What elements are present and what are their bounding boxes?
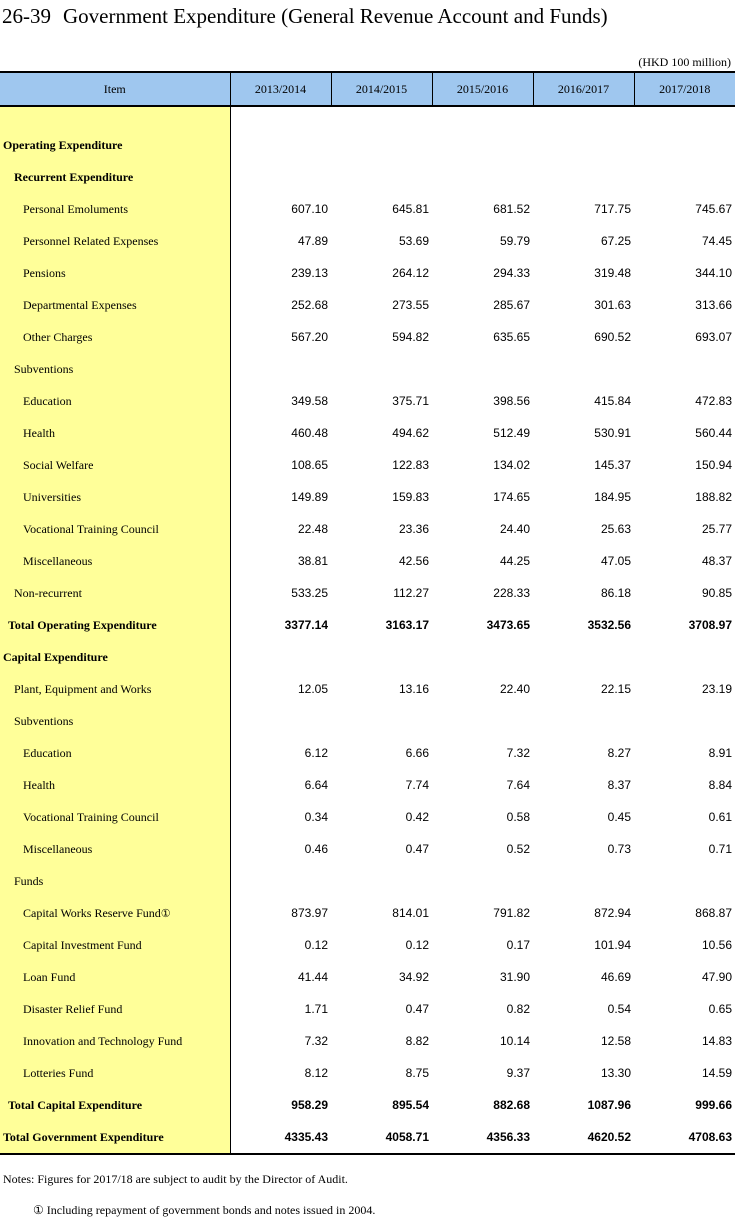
row-label-text: Subventions [14,713,74,728]
table-row [0,193,735,225]
value-cell: 59.79 [499,234,530,248]
value-cell: 285.67 [493,298,530,312]
value-cell: 23.36 [398,522,429,536]
value-cell: 6.64 [304,778,328,792]
row-label [0,161,230,193]
value-cell [533,353,634,385]
table-row [0,641,735,673]
row-label-text: Departmental Expenses [23,297,137,312]
row-label-text: Vocational Training Council [23,809,159,824]
header-year: 2017/2018 [634,72,735,106]
value-cell: 46.69 [600,970,631,984]
table-row [0,1057,735,1089]
value-cell: 0.17 [506,938,530,952]
value-cell: 0.12 [405,938,429,952]
table-row [0,1089,735,1121]
expenditure-table [0,71,735,1155]
value-cell: 6.12 [304,746,328,760]
table-row [0,737,735,769]
value-cell: 31.90 [499,970,530,984]
row-label-text: Total Capital Expenditure [8,1097,143,1112]
value-cell [432,129,533,161]
value-cell: 14.59 [701,1066,732,1080]
value-cell: 48.37 [701,554,732,568]
value-cell: 8.27 [607,746,631,760]
value-cell [634,641,735,673]
value-cell [533,161,634,193]
row-label-text: Pensions [23,265,66,280]
value-cell: 122.83 [392,458,429,472]
row-label-text: Health [23,777,55,792]
table-row [0,961,735,993]
value-cell: 872.94 [594,906,631,920]
value-cell: 0.47 [405,1002,429,1016]
value-cell: 3708.97 [688,618,732,632]
row-label-text: Innovation and Technology Fund [23,1033,183,1048]
value-cell: 745.67 [695,202,732,216]
value-cell: 344.10 [695,266,732,280]
value-cell: 791.82 [493,906,530,920]
value-cell: 301.63 [594,298,631,312]
value-cell: 0.46 [304,842,328,856]
row-label-text: Total Government Expenditure [3,1129,164,1144]
value-cell: 252.68 [291,298,328,312]
row-label-text: Operating Expenditure [3,137,123,152]
value-cell: 512.49 [493,426,530,440]
value-cell: 0.71 [708,842,732,856]
row-label [0,705,230,737]
row-label [0,833,230,865]
value-cell: 681.52 [493,202,530,216]
table-row [0,321,735,353]
row-label [0,1057,230,1089]
value-cell: 4335.43 [230,1121,331,1154]
value-cell: 13.16 [398,682,429,696]
row-label [0,1089,230,1121]
value-cell: 717.75 [594,202,631,216]
row-label [0,225,230,257]
row-label-text: Disaster Relief Fund [23,1001,123,1016]
title-text: Government Expenditure (General Revenue Account and Funds) [63,4,608,28]
value-cell: 560.44 [695,426,732,440]
value-cell: 101.94 [594,938,631,952]
value-cell: 25.77 [701,522,732,536]
row-label [0,897,230,929]
header-year: 2016/2017 [533,72,634,106]
table-body [0,106,735,1154]
table-row [0,385,735,417]
value-cell: 188.82 [695,490,732,504]
value-cell: 53.69 [398,234,429,248]
value-cell: 319.48 [594,266,631,280]
row-label [0,737,230,769]
value-cell: 8.84 [708,778,732,792]
table-row [0,897,735,929]
value-cell [230,865,331,897]
value-cell [331,865,432,897]
value-cell: 4058.71 [331,1121,432,1154]
table-row [0,993,735,1025]
table-row [0,257,735,289]
value-cell: 22.15 [600,682,631,696]
table-row [0,481,735,513]
row-label-text: Education [23,393,72,408]
row-label-text: Non-recurrent [14,585,82,600]
value-cell: 159.83 [392,490,429,504]
value-cell [331,161,432,193]
value-cell: 0.34 [304,810,328,824]
value-cell: 895.54 [392,1098,429,1112]
value-cell: 264.12 [392,266,429,280]
value-cell: 635.65 [493,330,530,344]
row-label-text: Capital Expenditure [3,649,108,664]
value-cell: 0.54 [607,1002,631,1016]
value-cell: 0.82 [506,1002,530,1016]
value-cell [634,129,735,161]
table-row [0,161,735,193]
header-year: 2015/2016 [432,72,533,106]
value-cell: 44.25 [499,554,530,568]
row-label-text: Capital Investment Fund [23,937,142,952]
row-label [0,257,230,289]
row-label-text: Universities [23,489,81,504]
row-label [0,353,230,385]
row-label-text: Total Operating Expenditure [8,617,157,632]
row-label [0,385,230,417]
value-cell: 999.66 [695,1098,732,1112]
value-cell: 0.52 [506,842,530,856]
value-cell: 112.27 [393,586,429,600]
value-cell: 958.29 [291,1098,328,1112]
value-cell: 375.71 [392,394,429,408]
expenditure-table-wrap [0,71,735,1155]
value-cell: 645.81 [392,202,429,216]
value-cell: 25.63 [600,522,631,536]
spacer-cell [0,106,230,129]
value-cell: 34.92 [398,970,429,984]
value-cell: 67.25 [600,234,631,248]
value-cell: 239.13 [291,266,328,280]
value-cell: 22.48 [297,522,328,536]
header-item: Item [0,72,230,106]
value-cell: 41.44 [297,970,328,984]
row-label [0,769,230,801]
table-row [0,801,735,833]
table-row [0,1121,735,1154]
value-cell: 12.58 [600,1034,631,1048]
footnote-marker: ① [160,907,171,920]
row-label [0,609,230,641]
value-cell: 273.55 [392,298,429,312]
table-row [0,865,735,897]
value-cell [533,129,634,161]
row-label [0,1121,230,1154]
value-cell: 8.12 [304,1066,328,1080]
row-label [0,641,230,673]
value-cell [432,865,533,897]
row-label [0,449,230,481]
value-cell: 0.45 [607,810,631,824]
header-year: 2014/2015 [331,72,432,106]
value-cell: 150.94 [695,458,732,472]
value-cell: 0.65 [708,1002,732,1016]
value-cell: 7.32 [304,1034,328,1048]
value-cell [533,641,634,673]
table-row [0,449,735,481]
value-cell: 47.89 [297,234,328,248]
value-cell: 814.01 [392,906,429,920]
value-cell [230,129,331,161]
value-cell: 3377.14 [284,618,328,632]
value-cell: 7.74 [405,778,429,792]
value-cell: 24.40 [499,522,530,536]
table-row [0,1025,735,1057]
value-cell: 8.75 [405,1066,429,1080]
value-cell: 567.20 [291,330,328,344]
value-cell: 6.66 [405,746,429,760]
table-row [0,609,735,641]
value-cell [331,353,432,385]
value-cell: 7.32 [506,746,530,760]
row-label [0,129,230,161]
row-label-text: Education [23,745,72,760]
value-cell: 349.58 [291,394,328,408]
row-label-text: Plant, Equipment and Works [14,681,152,696]
value-cell: 145.37 [594,458,631,472]
table-row [0,129,735,161]
value-cell [533,865,634,897]
table-row [0,417,735,449]
value-cell: 4620.52 [533,1121,634,1154]
table-row [0,289,735,321]
value-cell: 530.91 [594,426,631,440]
row-label [0,577,230,609]
value-cell: 494.62 [392,426,429,440]
footnote-text: Including repayment of government bonds and notes issued in 2004. [43,1203,376,1217]
row-label-text: Personal Emoluments [23,201,128,216]
page-title [2,4,608,29]
table-row [0,545,735,577]
value-cell: 23.19 [701,682,732,696]
row-label-text: Miscellaneous [23,841,93,856]
row-label-text: Recurrent Expenditure [14,169,134,184]
value-cell [230,161,331,193]
row-label [0,929,230,961]
row-label-text: Personnel Related Expenses [23,233,159,248]
table-number: 26-39 [2,4,51,28]
value-cell: 3163.17 [385,618,429,632]
table-row [0,833,735,865]
value-cell [331,129,432,161]
value-cell: 134.02 [493,458,530,472]
value-cell [634,161,735,193]
value-cell: 184.95 [594,490,631,504]
row-label-text: Funds [14,873,44,888]
spacer-row [0,106,735,129]
value-cell [230,705,331,737]
value-cell: 108.65 [291,458,328,472]
value-cell: 460.48 [291,426,328,440]
value-cell [331,705,432,737]
row-label-text: Loan Fund [23,969,76,984]
value-cell: 0.73 [607,842,631,856]
value-cell: 86.18 [600,586,631,600]
row-label-text: Miscellaneous [23,553,93,568]
value-cell: 1.71 [304,1002,328,1016]
value-cell [230,353,331,385]
row-label-text: Social Welfare [23,457,94,472]
row-label [0,865,230,897]
value-cell: 4356.33 [432,1121,533,1154]
row-label-text: Other Charges [23,329,93,344]
value-cell: 149.89 [291,490,328,504]
notes: Notes: Figures for 2017/18 are subject to audit by the Director of Audit. [3,1172,348,1186]
header-row [0,72,735,106]
row-label [0,321,230,353]
value-cell: 607.10 [291,202,328,216]
value-cell [432,705,533,737]
row-label [0,513,230,545]
value-cell [331,641,432,673]
value-cell: 228.33 [493,586,530,600]
value-cell: 38.81 [297,554,328,568]
value-cell: 13.30 [600,1066,631,1080]
table-row [0,353,735,385]
value-cell: 10.14 [499,1034,530,1048]
value-cell: 693.07 [695,330,732,344]
footnote-marker: ① [33,1203,44,1217]
value-cell [230,641,331,673]
table-row [0,513,735,545]
unit-label: (HKD 100 million) [638,55,731,69]
table-row [0,705,735,737]
value-cell: 294.33 [493,266,530,280]
row-label-text: Subventions [14,361,74,376]
table-row [0,577,735,609]
value-cell: 90.85 [701,586,732,600]
value-cell: 415.84 [594,394,631,408]
value-cell: 7.64 [506,778,530,792]
row-label [0,545,230,577]
value-cell: 0.47 [405,842,429,856]
row-label [0,289,230,321]
row-label [0,993,230,1025]
value-cell: 8.82 [405,1034,429,1048]
value-cell: 398.56 [493,394,530,408]
value-cell [634,865,735,897]
table-row [0,929,735,961]
row-label [0,673,230,705]
value-cell: 0.58 [506,810,530,824]
row-label [0,1025,230,1057]
value-cell: 74.45 [701,234,732,248]
value-cell [634,353,735,385]
row-label-text: Vocational Training Council [23,521,159,536]
value-cell: 0.61 [708,810,732,824]
table-row [0,673,735,705]
row-label [0,961,230,993]
value-cell: 594.82 [392,330,429,344]
value-cell: 47.05 [600,554,631,568]
value-cell: 3532.56 [587,618,631,632]
row-label-text: Health [23,425,55,440]
value-cell: 22.40 [499,682,530,696]
value-cell: 690.52 [594,330,631,344]
value-cell: 8.91 [708,746,732,760]
value-cell: 4708.63 [634,1121,735,1154]
value-cell: 313.66 [695,298,732,312]
header-year: 2013/2014 [230,72,331,106]
table-row [0,769,735,801]
value-cell [432,641,533,673]
value-cell: 1087.96 [587,1098,631,1112]
value-cell: 882.68 [493,1098,530,1112]
value-cell: 10.56 [701,938,732,952]
value-cell: 533.25 [291,586,328,600]
value-cell: 174.65 [493,490,530,504]
row-label [0,481,230,513]
value-cell: 0.12 [304,938,328,952]
value-cell: 9.37 [506,1066,530,1080]
value-cell [432,353,533,385]
row-label [0,801,230,833]
value-cell: 8.37 [607,778,631,792]
value-cell [432,161,533,193]
row-label-text: Capital Works Reserve Fund [23,905,161,920]
value-cell: 14.83 [701,1034,732,1048]
value-cell: 868.87 [695,906,732,920]
value-cell: 12.05 [297,682,328,696]
table-row [0,225,735,257]
value-cell: 873.97 [291,906,328,920]
value-cell: 47.90 [701,970,732,984]
value-cell [634,705,735,737]
row-label-text: Lotteries Fund [23,1065,94,1080]
value-cell: 472.83 [695,394,732,408]
value-cell: 3473.65 [486,618,530,632]
value-cell: 42.56 [398,554,429,568]
row-label [0,417,230,449]
row-label [0,193,230,225]
value-cell [533,705,634,737]
value-cell: 0.42 [405,810,429,824]
footnote-1 [33,1203,375,1218]
